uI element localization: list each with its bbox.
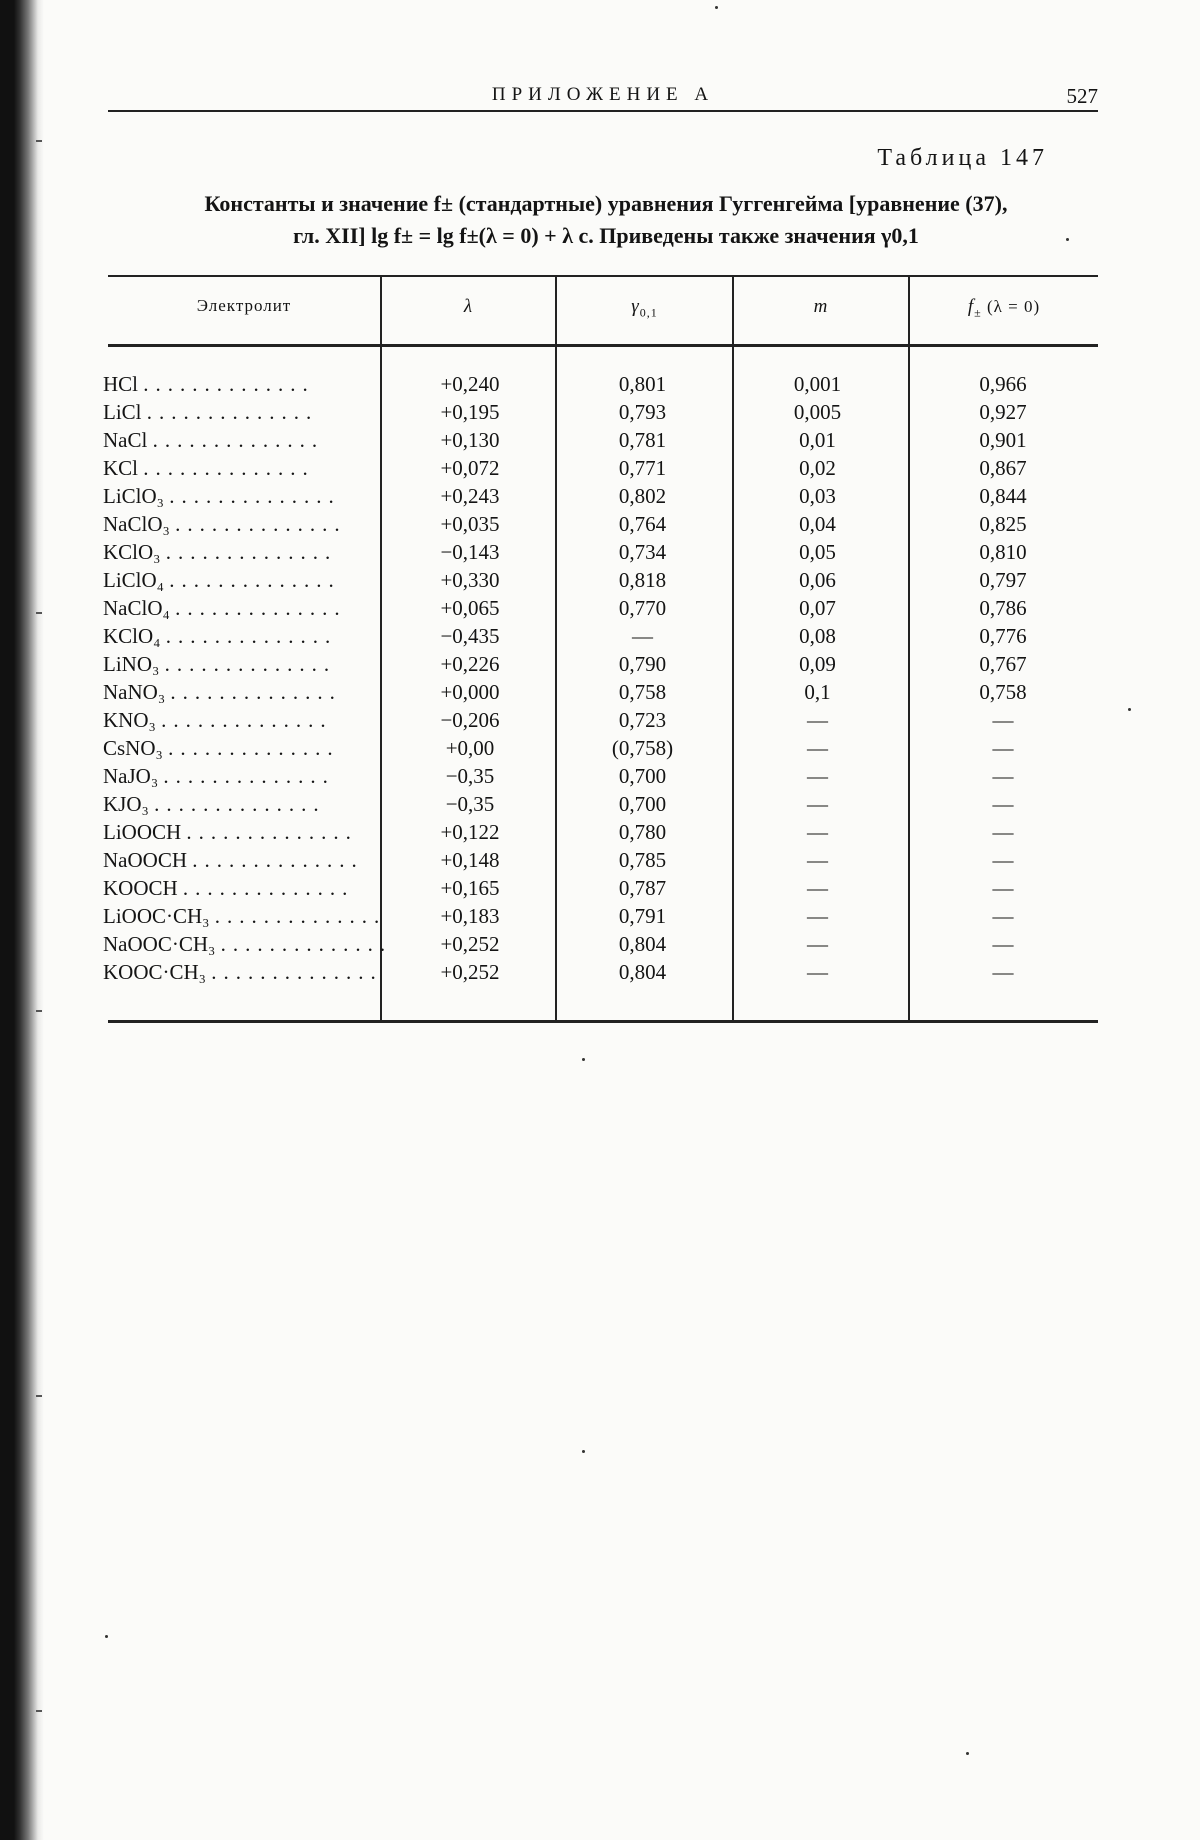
electrolyte-cell: KOOCH .............. xyxy=(103,876,355,900)
gamma-cell: (0,758) xyxy=(611,736,674,760)
m-cell: 0,05 xyxy=(799,540,836,564)
gamma-cell: 0,804 xyxy=(618,960,667,984)
header-f xyxy=(910,296,1098,320)
table-row xyxy=(0,904,1200,932)
lambda-cell: +0,122 xyxy=(440,820,500,844)
electrolyte-cell: KJO₃ .............. xyxy=(103,792,326,816)
electrolyte-cell: LiNO₃ .............. xyxy=(103,652,337,676)
lambda-cell: −0,35 xyxy=(445,764,495,788)
lambda-cell: +0,165 xyxy=(440,876,500,900)
m-cell: — xyxy=(807,820,828,844)
header-f-subscript: ± xyxy=(974,305,982,320)
lambda-cell: +0,252 xyxy=(440,960,500,984)
electrolyte-cell: NaOOCH .............. xyxy=(103,848,364,872)
table-row xyxy=(0,820,1200,848)
lambda-cell: +0,195 xyxy=(440,400,500,424)
gamma-cell: 0,734 xyxy=(618,540,667,564)
scan-speck xyxy=(105,1635,108,1638)
m-cell: 0,07 xyxy=(799,596,836,620)
lambda-cell: +0,065 xyxy=(440,596,500,620)
table-bottom-rule xyxy=(108,1020,1098,1023)
table-row xyxy=(0,848,1200,876)
lambda-cell: +0,226 xyxy=(440,652,500,676)
f-cell: 0,825 xyxy=(979,512,1027,536)
lambda-cell: +0,243 xyxy=(440,484,500,508)
table-row xyxy=(0,876,1200,904)
gamma-cell: 0,770 xyxy=(618,596,667,620)
header-lambda xyxy=(382,296,555,318)
gamma-cell: 0,787 xyxy=(618,876,667,900)
table-row xyxy=(0,372,1200,400)
m-cell: — xyxy=(807,736,828,760)
m-cell: 0,09 xyxy=(799,652,836,676)
gamma-cell: 0,801 xyxy=(618,372,667,396)
m-cell: 0,005 xyxy=(793,400,842,424)
m-cell: — xyxy=(807,792,828,816)
header-rule xyxy=(108,110,1098,112)
gamma-cell: 0,764 xyxy=(618,512,667,536)
gamma-cell: 0,780 xyxy=(618,820,667,844)
table-row xyxy=(0,708,1200,736)
gamma-cell: 0,700 xyxy=(618,764,667,788)
electrolyte-cell: NaCl .............. xyxy=(103,428,325,452)
gamma-cell: — xyxy=(632,624,653,648)
electrolyte-cell: LiClO₃ .............. xyxy=(103,484,341,508)
table-row xyxy=(0,960,1200,988)
gamma-cell: 0,723 xyxy=(618,708,667,732)
header-gamma-symbol: γ xyxy=(631,296,640,317)
running-title: ПРИЛОЖЕНИЕ А xyxy=(491,84,715,105)
electrolyte-cell: HCl .............. xyxy=(103,372,315,396)
f-cell: — xyxy=(992,904,1014,928)
table-row xyxy=(0,932,1200,960)
lambda-cell: +0,035 xyxy=(440,512,500,536)
f-cell: 0,901 xyxy=(979,428,1027,452)
table-row xyxy=(0,428,1200,456)
m-cell: 0,06 xyxy=(799,568,836,592)
m-cell: — xyxy=(807,708,828,732)
m-cell: — xyxy=(807,848,828,872)
scan-speck xyxy=(1066,238,1069,241)
header-m-symbol: m xyxy=(813,296,829,317)
m-cell: 0,01 xyxy=(799,428,836,452)
m-cell: — xyxy=(807,960,828,984)
gamma-cell: 0,785 xyxy=(618,848,667,872)
table-top-rule xyxy=(108,275,1098,277)
lambda-cell: +0,148 xyxy=(440,848,500,872)
electrolyte-cell: NaClO₄ .............. xyxy=(103,596,347,620)
lambda-cell: +0,183 xyxy=(440,904,500,928)
table-row xyxy=(0,680,1200,708)
m-cell: 0,03 xyxy=(799,484,836,508)
m-cell: 0,1 xyxy=(804,680,831,704)
electrolyte-cell: NaJO₃ .............. xyxy=(103,764,335,788)
m-cell: 0,02 xyxy=(799,456,836,480)
table-row xyxy=(0,456,1200,484)
running-header xyxy=(108,82,1098,112)
m-cell: — xyxy=(807,876,828,900)
lambda-cell: +0,252 xyxy=(440,932,500,956)
table-row xyxy=(0,792,1200,820)
lambda-cell: +0,00 xyxy=(445,736,495,760)
f-cell: 0,844 xyxy=(979,484,1027,508)
header-gamma xyxy=(557,296,732,320)
electrolyte-cell: KCl .............. xyxy=(103,456,315,480)
electrolyte-cell: NaClO₃ .............. xyxy=(103,512,347,536)
f-cell: 0,966 xyxy=(979,372,1027,396)
header-lambda-symbol: λ xyxy=(463,296,474,317)
header-electrolyte: Электролит xyxy=(196,296,292,315)
table-header-rule xyxy=(108,344,1098,347)
caption-line-2: гл. XII] lg f± = lg f±(λ = 0) + λ c. Приведены также значения γ0,1 xyxy=(293,222,919,248)
gamma-cell: 0,758 xyxy=(618,680,667,704)
header-m xyxy=(734,296,908,318)
gamma-cell: 0,700 xyxy=(618,792,667,816)
electrolyte-cell: LiOOCH .............. xyxy=(103,820,358,844)
electrolyte-cell: KClO₄ .............. xyxy=(103,624,338,648)
electrolyte-cell: CsNO₃ .............. xyxy=(103,736,340,760)
f-cell: — xyxy=(992,708,1014,732)
f-cell: — xyxy=(992,792,1014,816)
f-cell: 0,786 xyxy=(979,596,1027,620)
page-number: 527 xyxy=(1066,84,1098,108)
lambda-cell: −0,143 xyxy=(440,540,500,564)
scan-speck xyxy=(1128,708,1131,711)
f-cell: 0,767 xyxy=(979,652,1027,676)
table-row xyxy=(0,596,1200,624)
lambda-cell: +0,240 xyxy=(440,372,500,396)
electrolyte-cell: KNO₃ .............. xyxy=(103,708,333,732)
gamma-cell: 0,781 xyxy=(618,428,667,452)
table-label: Таблица 147 xyxy=(877,145,1048,171)
f-cell: 0,810 xyxy=(979,540,1027,564)
f-cell: 0,867 xyxy=(979,456,1027,480)
lambda-cell: −0,35 xyxy=(445,792,495,816)
table-row xyxy=(0,540,1200,568)
gamma-cell: 0,793 xyxy=(618,400,667,424)
gamma-cell: 0,802 xyxy=(618,484,667,508)
gamma-cell: 0,804 xyxy=(618,932,667,956)
caption-line-1: Константы и значение f± (стандартные) уравнения Гуггенгейма [уравнение (37), xyxy=(204,191,1008,216)
electrolyte-cell: LiClO₄ .............. xyxy=(103,568,341,592)
table-row xyxy=(0,568,1200,596)
m-cell: 0,04 xyxy=(799,512,836,536)
gamma-cell: 0,790 xyxy=(618,652,667,676)
m-cell: 0,08 xyxy=(799,624,836,648)
electrolyte-cell: NaOOC·CH₃ .............. xyxy=(103,932,393,956)
lambda-cell: +0,330 xyxy=(440,568,500,592)
table-row xyxy=(0,512,1200,540)
electrolyte-cell: KOOC·CH₃ .............. xyxy=(103,960,383,984)
f-cell: 0,776 xyxy=(979,624,1027,648)
scan-speck xyxy=(715,6,718,9)
gamma-cell: 0,791 xyxy=(618,904,667,928)
binding-mark xyxy=(36,1710,42,1712)
scan-speck xyxy=(582,1058,585,1061)
m-cell: 0,001 xyxy=(793,372,842,396)
lambda-cell: +0,130 xyxy=(440,428,500,452)
header-f-symbol: f xyxy=(967,296,975,317)
lambda-cell: +0,000 xyxy=(440,680,500,704)
f-cell: — xyxy=(992,932,1014,956)
header-gamma-subscript: 0,1 xyxy=(639,305,658,320)
f-cell: 0,927 xyxy=(979,400,1027,424)
table-row xyxy=(0,484,1200,512)
f-cell: — xyxy=(992,876,1014,900)
f-cell: — xyxy=(992,960,1014,984)
f-cell: — xyxy=(992,736,1014,760)
gamma-cell: 0,818 xyxy=(618,568,667,592)
binding-mark xyxy=(36,1395,42,1397)
m-cell: — xyxy=(807,932,828,956)
table-row xyxy=(0,652,1200,680)
scan-speck xyxy=(582,1450,585,1453)
table-row xyxy=(0,736,1200,764)
f-cell: 0,758 xyxy=(979,680,1027,704)
electrolyte-cell: LiOOC·CH₃ .............. xyxy=(103,904,387,928)
f-cell: — xyxy=(992,820,1014,844)
electrolyte-cell: LiCl .............. xyxy=(103,400,319,424)
gamma-cell: 0,771 xyxy=(618,456,667,480)
header-f-note: (λ = 0) xyxy=(986,297,1041,316)
f-cell: — xyxy=(992,848,1014,872)
scan-speck xyxy=(966,1752,969,1755)
table-caption xyxy=(106,188,1106,252)
m-cell: — xyxy=(807,764,828,788)
lambda-cell: +0,072 xyxy=(440,456,500,480)
lambda-cell: −0,206 xyxy=(440,708,500,732)
table-row xyxy=(0,764,1200,792)
lambda-cell: −0,435 xyxy=(440,624,500,648)
table-row xyxy=(0,624,1200,652)
f-cell: 0,797 xyxy=(979,568,1027,592)
table-row xyxy=(0,400,1200,428)
binding-mark xyxy=(36,140,42,142)
f-cell: — xyxy=(992,764,1014,788)
binding-mark xyxy=(36,1010,42,1012)
electrolyte-cell: KClO₃ .............. xyxy=(103,540,338,564)
m-cell: — xyxy=(807,904,828,928)
electrolyte-cell: NaNO₃ .............. xyxy=(103,680,342,704)
